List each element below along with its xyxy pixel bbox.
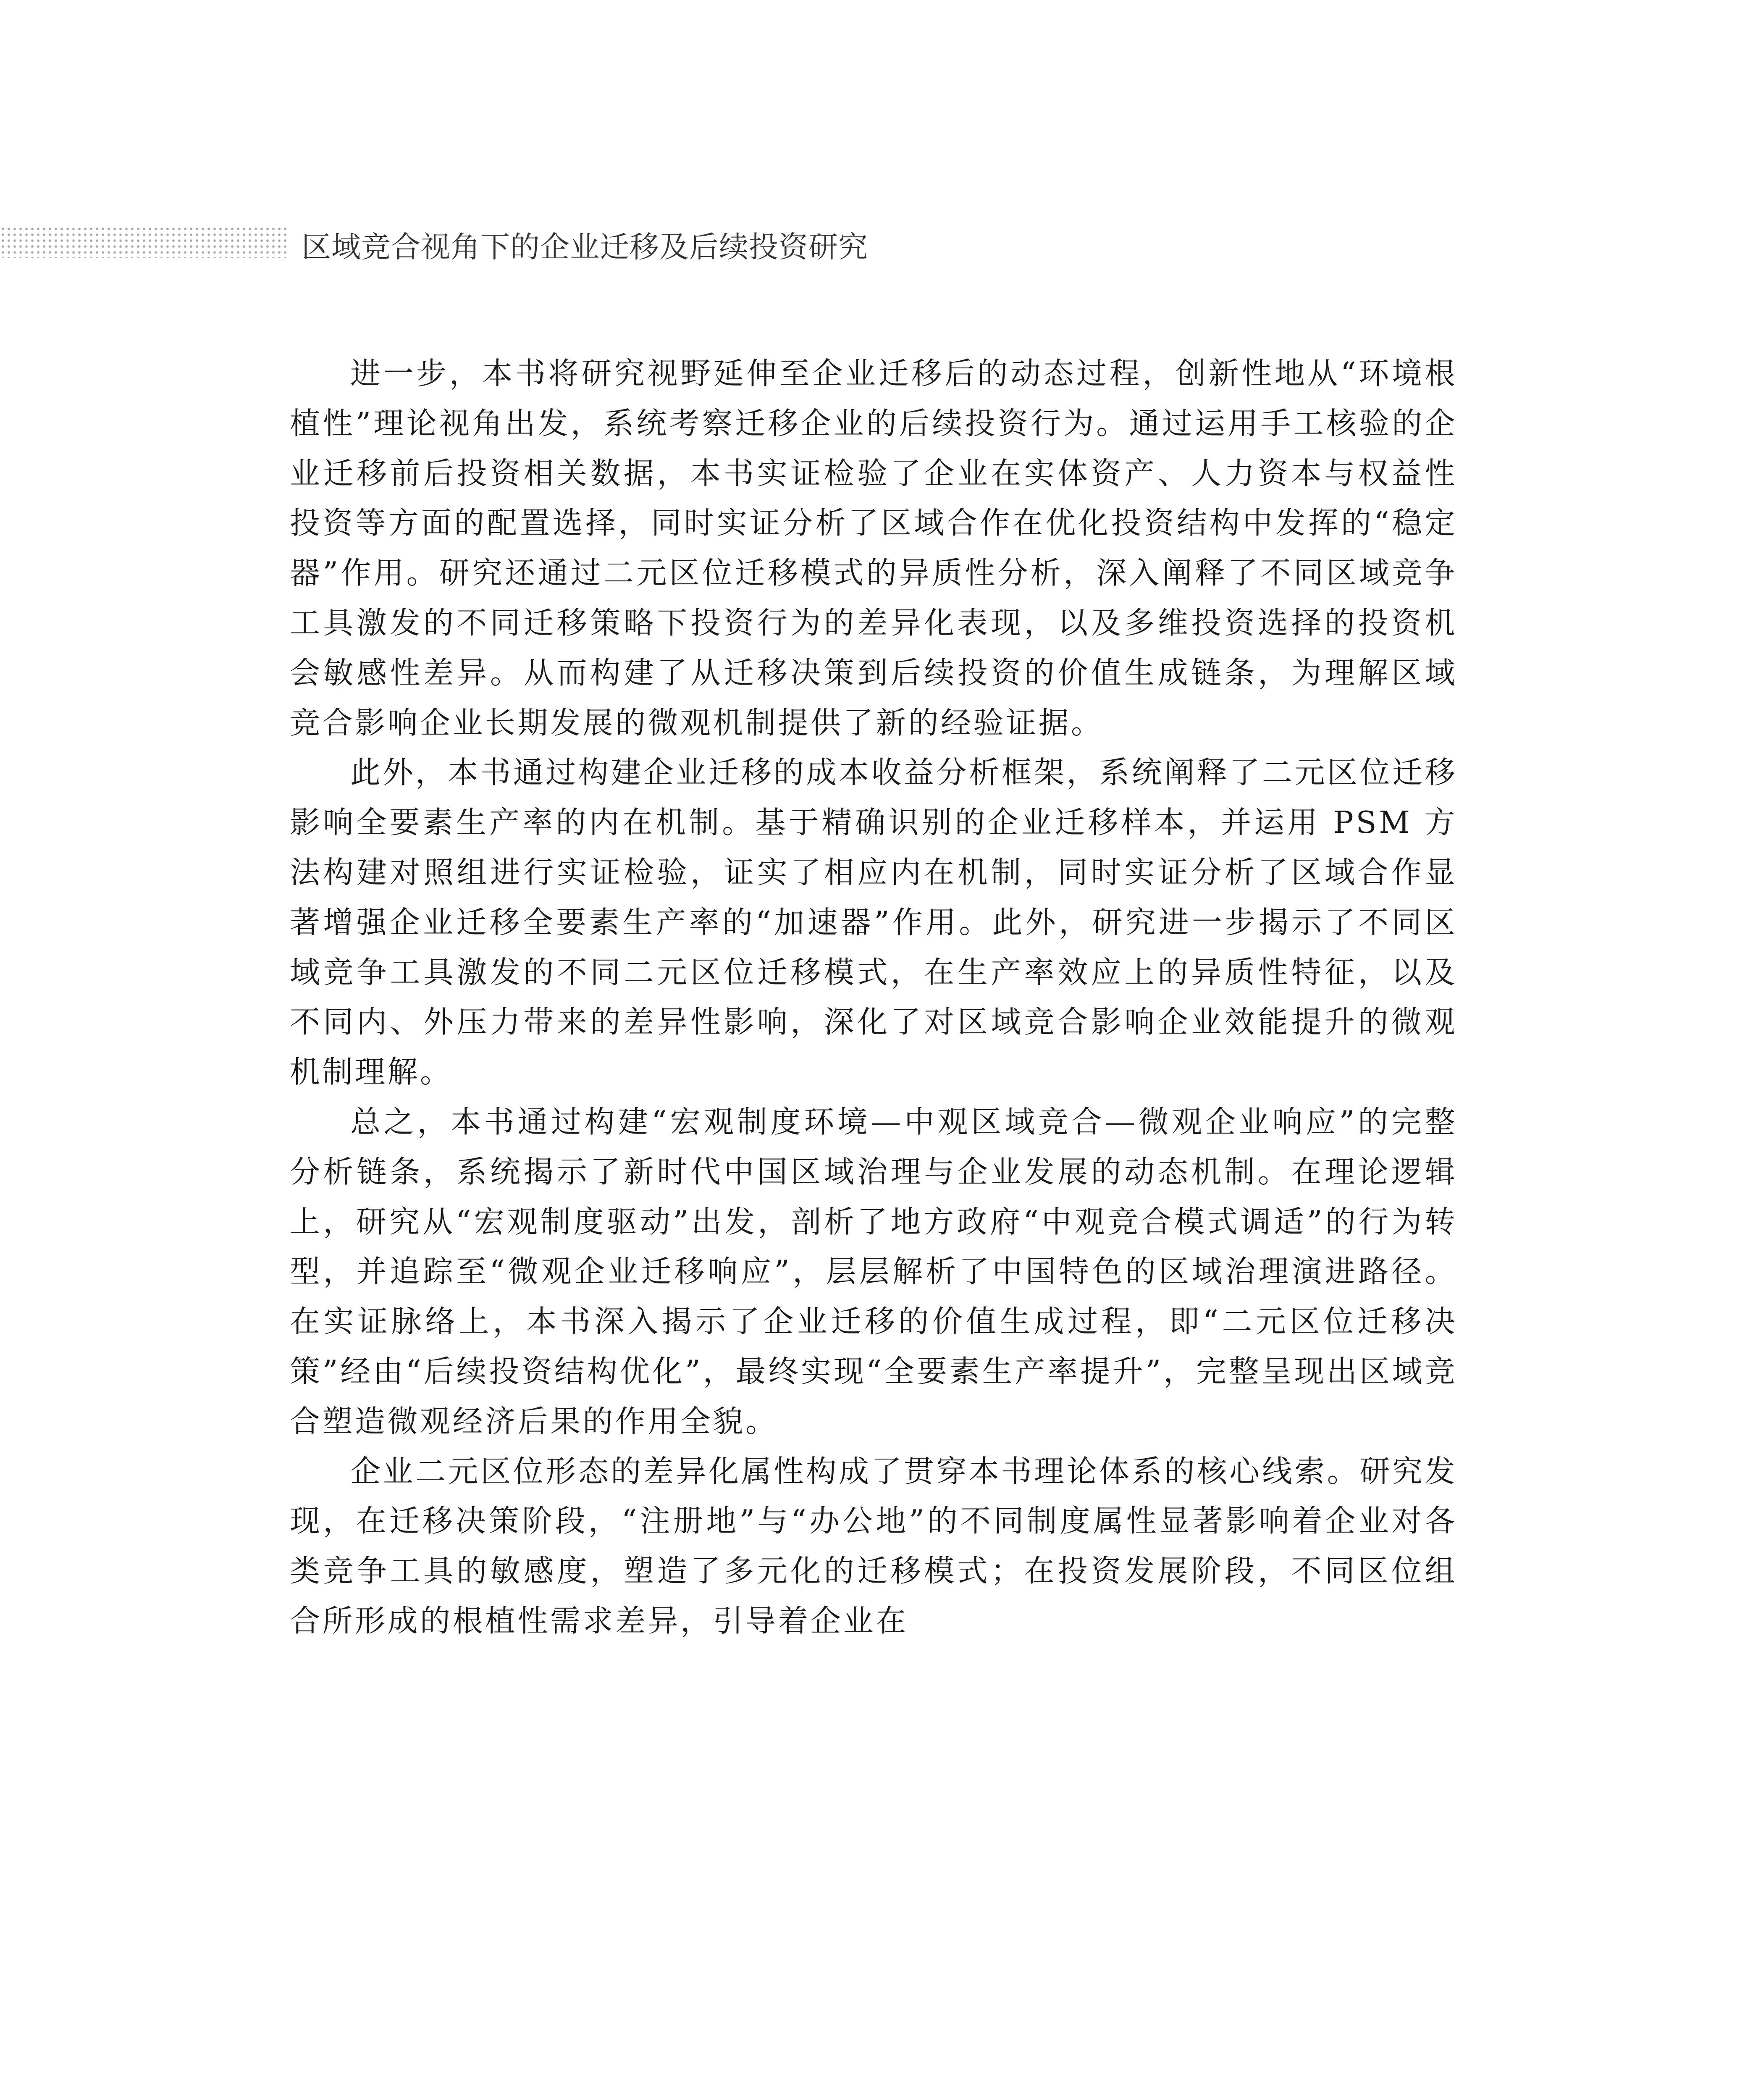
body-text [290, 349, 1457, 1646]
paragraph-3: 总之，本书通过构建“宏观制度环境—中观区域竞合—微观企业响应”的完整分析链条，系统揭示了新时代中国区域治理与企业发展的动态机制。在理论逻辑上，研究从“宏观制度驱动”出发，剖析了地方政府“中观竞合模式调适”的行为转型，并追踪至“微观企业迁移响应”，层层解析了中国特色的区域治理演进路径。在实证脉络上，本书深入揭示了企业迁移的价值生成过程，即“二元区位迁移决策”经由“后续投资结构优化”，最终实现“全要素生产率提升”，完整呈现出区域竞合塑造微观经济后果的作用全貌。 [290, 1104, 1457, 1439]
running-header-title: 区域竞合视角下的企业迁移及后续投资研究 [302, 230, 868, 264]
header-dot-pattern [0, 226, 290, 258]
paragraph-2: 此外，本书通过构建企业迁移的成本收益分析框架，系统阐释了二元区位迁移影响全要素生产率的内在机制。基于精确识别的企业迁移样本，并运用 PSM 方法构建对照组进行实证检验，证实了相应内在机制，同时实证分析了区域合作显著增强企业迁移全要素生产率的“加速器”作用。此外，研究进一步揭示了不同区域竞争工具激发的不同二元区位迁移模式，在生产率效应上的异质性特征，以及不同内、外压力带来的差异性影响，深化了对区域竞合影响企业效能提升的微观机制理解。 [290, 755, 1457, 1090]
paragraph-4: 企业二元区位形态的差异化属性构成了贯穿本书理论体系的核心线索。研究发现，在迁移决策阶段，“注册地”与“办公地”的不同制度属性显著影响着企业对各类竞争工具的敏感度，塑造了多元化的迁移模式；在投资发展阶段，不同区位组合所形成的根植性需求差异，引导着企业在 [290, 1453, 1457, 1638]
paragraph-1: 进一步，本书将研究视野延伸至企业迁移后的动态过程，创新性地从“环境根植性”理论视角出发，系统考察迁移企业的后续投资行为。通过运用手工核验的企业迁移前后投资相关数据，本书实证检验了企业在实体资产、人力资本与权益性投资等方面的配置选择，同时实证分析了区域合作在优化投资结构中发挥的“稳定器”作用。研究还通过二元区位迁移模式的异质性分析，深入阐释了不同区域竞争工具激发的不同迁移策略下投资行为的差异化表现，以及多维投资选择的投资机会敏感性差异。从而构建了从迁移决策到后续投资的价值生成链条，为理解区域竞合影响企业长期发展的微观机制提供了新的经验证据。 [290, 356, 1457, 740]
